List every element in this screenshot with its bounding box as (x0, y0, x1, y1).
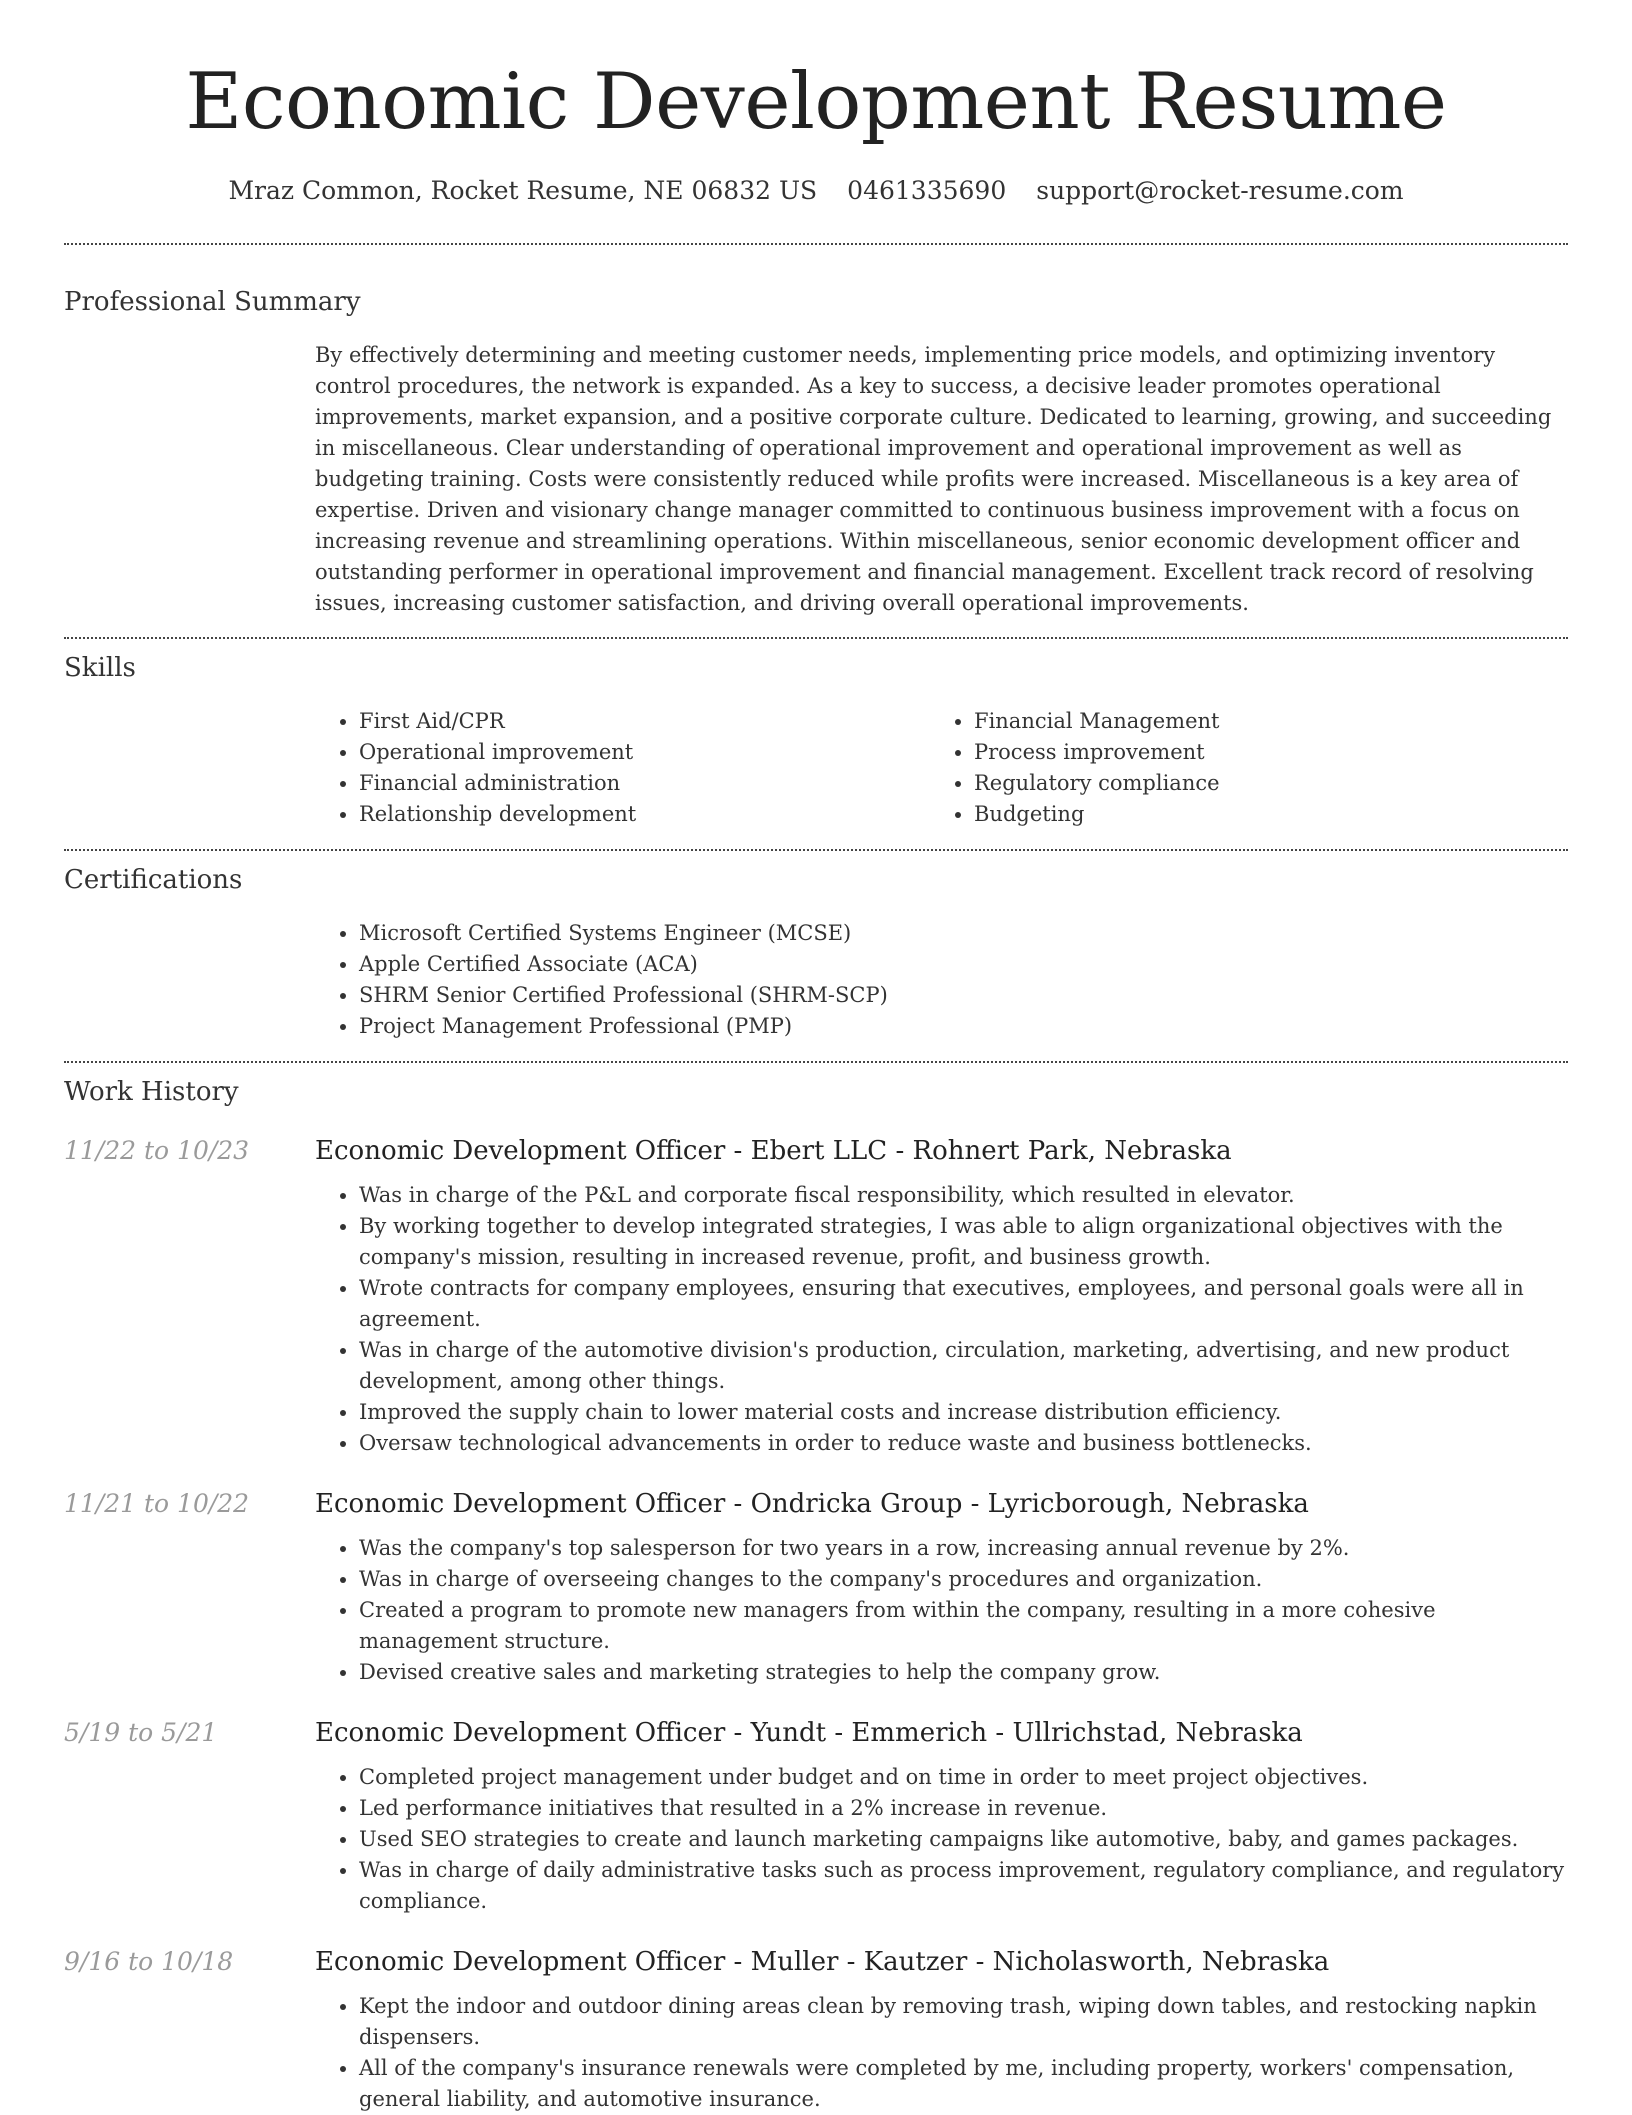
list-item: • Used SEO strategies to create and launch marketing campaigns like automotive, baby, and games packages. (359, 1824, 1568, 1855)
list-item: • By working together to develop integrated strategies, I was able to align organizational objectives with the company's mission, resulting in increased revenue, profit, and business growth. (359, 1211, 1568, 1273)
skills-grid (315, 706, 1568, 830)
resume-title: Economic Development Resume (185, 57, 1447, 147)
certifications-section (64, 851, 1568, 1042)
list-item: • Wrote contracts for company employees, ensuring that executives, employees, and personal goals were all in agreement. (359, 1273, 1568, 1335)
list-item: • All of the company's insurance renewals were completed by me, including property, workers' compensation, general liability, and automotive insurance. (359, 2053, 1568, 2115)
job-dates: 11/21 to 10/22 (64, 1489, 250, 1518)
list-item: • Regulatory compliance (974, 768, 1545, 799)
list-item: • First Aid/CPR (359, 706, 930, 737)
job-entry (64, 1487, 1568, 1688)
summary-text: By effectively determining and meeting customer needs, implementing price models, and optimizing inventory control procedures, the network is expanded. As a key to success, a decisive leader promotes operational improvements, market expansion, and a positive corporate culture. Dedicated to learning, growing, and succeeding in miscellaneous. Clear understanding of operational improvement and operational improvement as well as budgeting training. Costs were consistently reduced while profits were increased. Miscellaneous is a key area of expertise. Driven and visionary change manager committed to continuous business improvement with a focus on increasing revenue and streamlining operations. Within miscellaneous, senior economic development officer and outstanding performer in operational improvement and financial management. Excellent track record of resolving issues, increasing customer satisfaction, and driving overall operational improvements. (315, 343, 1552, 615)
list-item: • Kept the indoor and outdoor dining areas clean by removing trash, wiping down tables, and restocking napkin dispensers. (359, 1991, 1568, 2053)
list-item: • Microsoft Certified Systems Engineer (MCSE) (359, 918, 1568, 949)
list-item: • Created a program to promote new managers from within the company, resulting in a more cohesive management structure. (359, 1595, 1568, 1657)
list-item: • Was in charge of the automotive division's production, circulation, marketing, advertising, and new product development, among other things. (359, 1335, 1568, 1397)
list-item: • Apple Certified Associate (ACA) (359, 949, 1568, 980)
skills-list-left (315, 706, 930, 830)
certifications-heading: Certifications (64, 865, 243, 895)
job-dates: 9/16 to 10/18 (64, 1947, 234, 1976)
summary-heading: Professional Summary (64, 287, 361, 317)
list-item: • Oversaw technological advancements in order to reduce waste and business bottlenecks. (359, 1428, 1568, 1459)
list-item: • Led performance initiatives that resulted in a 2% increase in revenue. (359, 1793, 1568, 1824)
job-dates: 5/19 to 5/21 (64, 1718, 218, 1747)
list-item: • Was in charge of the P&L and corporate fiscal responsibility, which resulted in elevator. (359, 1180, 1568, 1211)
contact-email: support@rocket-resume.com (1036, 176, 1404, 205)
skills-list-right (930, 706, 1545, 830)
summary-section (64, 245, 1568, 619)
job-title: Economic Development Officer - Muller - Kautzer - Nicholasworth, Nebraska (315, 1947, 1330, 1977)
contact-line (64, 174, 1568, 208)
contact-phone: 0461335690 (847, 176, 1007, 205)
list-item: • Improved the supply chain to lower material costs and increase distribution efficiency. (359, 1397, 1568, 1428)
job-title: Economic Development Officer - Yundt - Emmerich - Ullrichstad, Nebraska (315, 1718, 1303, 1748)
skills-heading: Skills (64, 653, 136, 683)
work-heading: Work History (64, 1077, 239, 1107)
list-item: • Was in charge of overseeing changes to the company's procedures and organization. (359, 1564, 1568, 1595)
skills-column-left (315, 706, 930, 830)
list-item: • Completed project management under budget and on time in order to meet project objectives. (359, 1762, 1568, 1793)
list-item: • Financial Management (974, 706, 1545, 737)
list-item: • Project Management Professional (PMP) (359, 1011, 1568, 1042)
job-entry (64, 1945, 1568, 2115)
list-item: • Process improvement (974, 737, 1545, 768)
job-entry (64, 1134, 1568, 1459)
job-bullets (315, 1180, 1568, 1459)
list-item: • SHRM Senior Certified Professional (SHRM-SCP) (359, 980, 1568, 1011)
certifications-body (315, 918, 1568, 1042)
job-dates: 11/22 to 10/23 (64, 1136, 250, 1165)
job-bullets (315, 1991, 1568, 2115)
job-title: Economic Development Officer - Ondricka Group - Lyricborough, Nebraska (315, 1489, 1309, 1519)
work-section (64, 1063, 1568, 2115)
summary-body (315, 340, 1568, 619)
certifications-list (315, 918, 1568, 1042)
job-bullets (315, 1762, 1568, 1917)
contact-address: Mraz Common, Rocket Resume, NE 06832 US (228, 176, 818, 205)
list-item: • Budgeting (974, 799, 1545, 830)
resume-page (64, 0, 1568, 2115)
job-bullets (315, 1533, 1568, 1688)
list-item: • Was in charge of daily administrative tasks such as process improvement, regulatory compliance, and regulatory compliance. (359, 1855, 1568, 1917)
list-item: • Was the company's top salesperson for two years in a row, increasing annual revenue by 2%. (359, 1533, 1568, 1564)
job-title: Economic Development Officer - Ebert LLC - Rohnert Park, Nebraska (315, 1136, 1232, 1166)
list-item: • Devised creative sales and marketing strategies to help the company grow. (359, 1657, 1568, 1688)
list-item: • Financial administration (359, 768, 930, 799)
list-item: • Operational improvement (359, 737, 930, 768)
skills-column-right (930, 706, 1545, 830)
skills-section (64, 639, 1568, 830)
list-item: • Relationship development (359, 799, 930, 830)
job-entry (64, 1716, 1568, 1917)
